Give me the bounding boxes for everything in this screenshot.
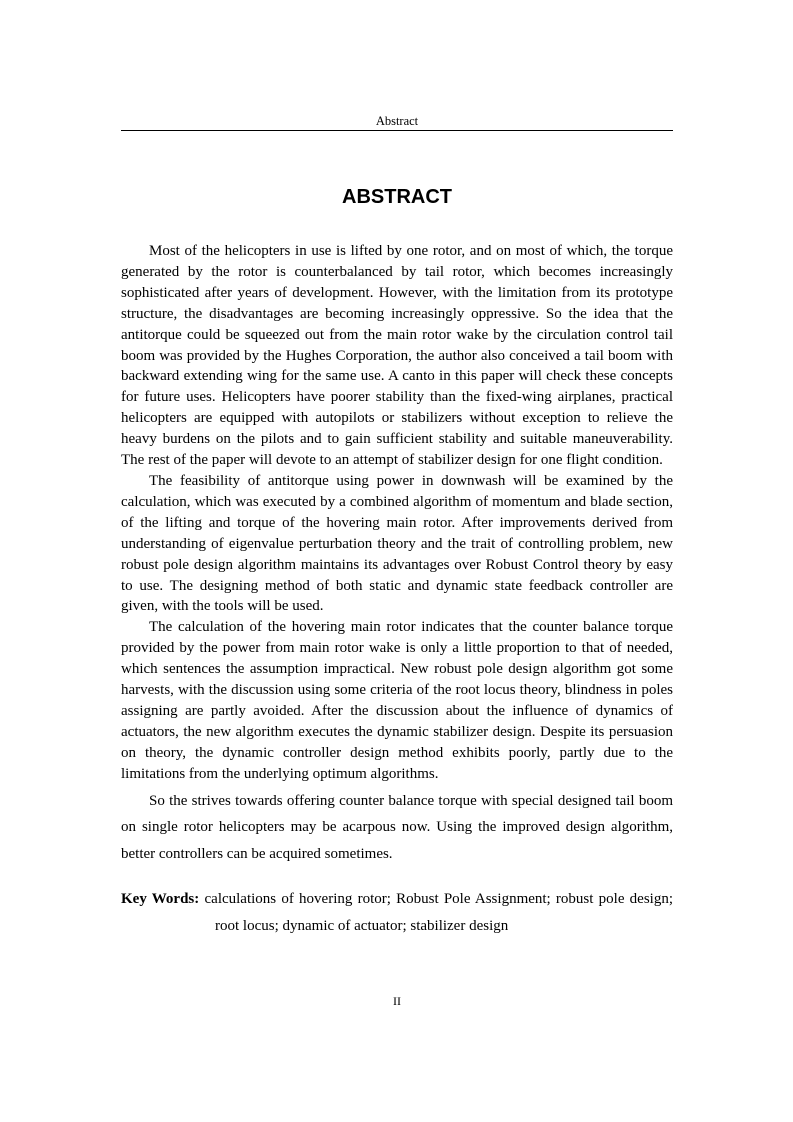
page-title: ABSTRACT	[342, 186, 452, 208]
page-number: II	[393, 994, 401, 1008]
keywords-block	[121, 886, 673, 940]
abstract-paragraph-3: The calculation of the hovering main rotor indicates that the counter balance torque provided by the power from main rotor wake is only a little proportion to that of needed, which sentences the assumption impractical. New robust pole design algorithm got some harvests, with the discussion using some criteria of the root locus theory, blindness in poles assigning are partly avoided. After the discussion about the influence of dynamics of actuators, the new algorithm executes the dynamic stabilizer design. Despite its persuasion on theory, the dynamic controller design method exhibits poorly, partly due to the limitations from the underlying optimum algorithms.	[121, 619, 673, 782]
abstract-paragraph-4: So the strives towards offering counter balance torque with special designed tail boom on single rotor helicopters may be acarpous now. Using the improved design algorithm, better controllers can be acquired sometimes.	[121, 792, 673, 862]
keywords-text: calculations of hovering rotor; Robust Pole Assignment; robust pole design; root locus; dynamic of actuator; stabilizer design	[204, 891, 674, 934]
abstract-body	[121, 241, 673, 867]
abstract-paragraph-1: Most of the helicopters in use is lifted by one rotor, and on most of which, the torque generated by the rotor is counterbalanced by tail rotor, which becomes increasingly sophisticated after years of development. However, with the limitation from its prototype structure, the disadvantages are becoming increasingly oppressive. So the idea that the antitorque could be squeezed out from the main rotor wake by the circulation control tail boom was provided by the Hughes Corporation, the author also conceived a tail boom with backward extending wing for the same use. A canto in this paper will check these concepts for future uses. Helicopters have poorer stability than the fixed-wing airplanes, practical helicopters are equipped with autopilots or stabilizers without exception to relieve the heavy burdens on the pilots and to gain sufficient stability and suitable maneuverability. The rest of the paper will devote to an attempt of stabilizer design for one flight condition.	[121, 243, 673, 469]
abstract-paragraph-2: The feasibility of antitorque using power in downwash will be examined by the calculation, which was executed by a combined algorithm of momentum and blade section, of the lifting and torque of the hovering main rotor. After improvements derived from understanding of eigenvalue perturbation theory and the trait of controlling problem, new robust pole design algorithm maintains its advantages over Robust Control theory by easy to use. The designing method of both static and dynamic state feedback controller are given, with the tools will be used.	[121, 472, 673, 615]
running-header: Abstract	[375, 114, 419, 128]
header-rule	[121, 130, 673, 131]
keywords-label: Key Words:	[121, 891, 200, 907]
